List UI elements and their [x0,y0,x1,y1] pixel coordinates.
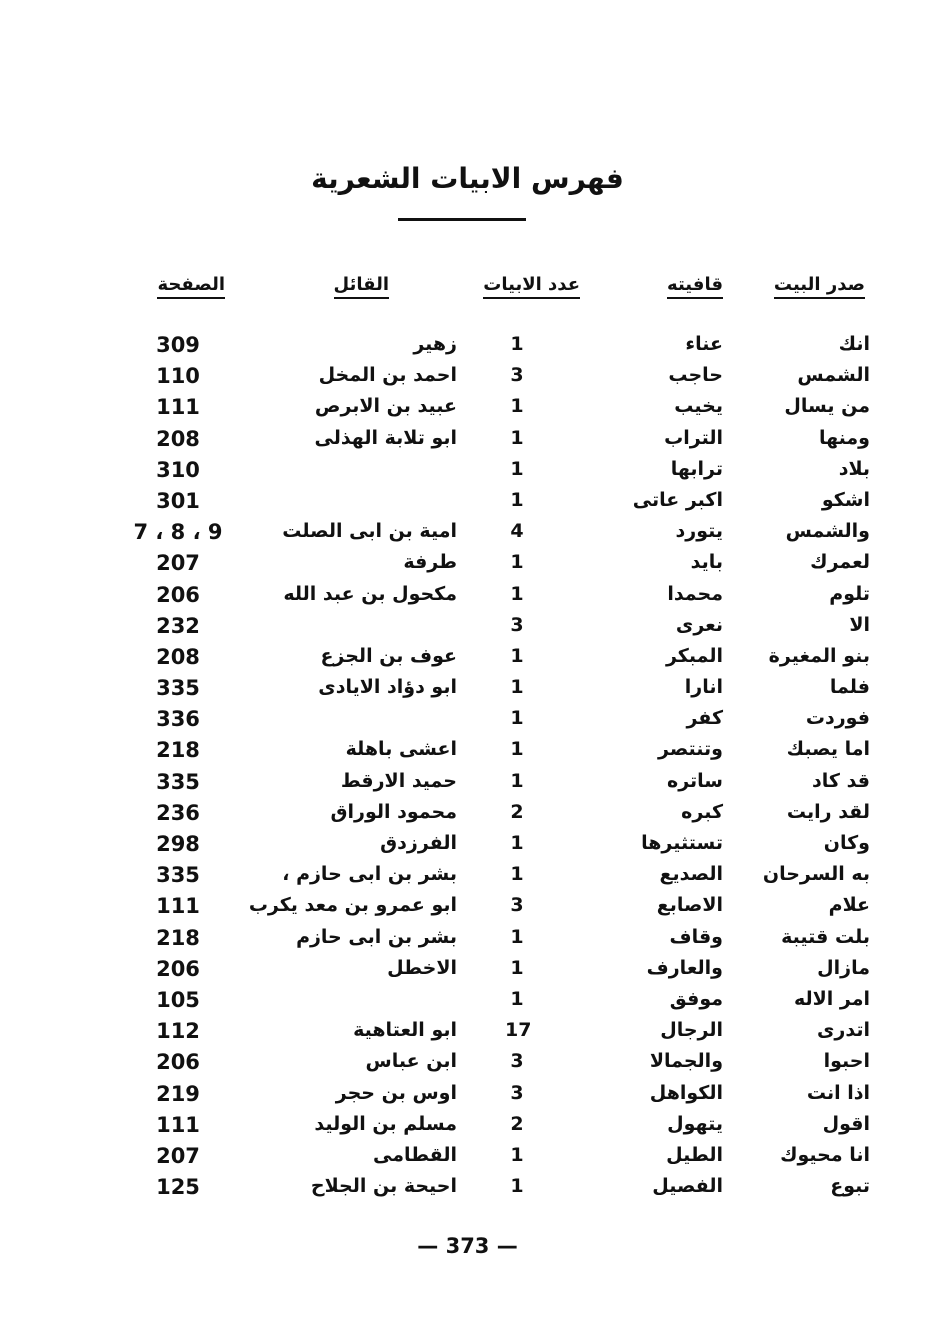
cell-verse-count: 17 [505,1019,532,1042]
table-row [0,455,935,486]
cell-verse-count: 1 [510,395,524,418]
cell-page: 206 [156,956,200,981]
cell-rhyme: يتورد [675,520,723,543]
cell-rhyme: الصديع [659,863,723,886]
cell-first-word: والشمس [785,520,870,543]
cell-rhyme: يخيب [674,395,723,418]
cell-poet: ابو عمرو بن معد يكرب [248,894,457,917]
table-row [0,923,935,954]
cell-rhyme: حاجب [668,364,723,387]
cell-first-word: تلوم [829,582,870,605]
cell-first-word: به السرحان [762,863,870,886]
table-row [0,798,935,829]
cell-verse-count: 1 [510,644,524,667]
cell-verse-count: 1 [510,956,524,979]
cell-first-word: اذا انت [806,1081,870,1104]
header-first-word: صدر البيت [774,274,865,299]
cell-rhyme: ساتره [667,769,723,792]
page-title: فهرس الابيات الشعرية [311,162,624,195]
cell-page: 301 [156,488,200,513]
cell-first-word: فوردت [805,707,870,730]
cell-rhyme: كبره [681,800,723,823]
cell-rhyme: وتنتصر [658,738,723,761]
cell-poet: احيحة بن الجلاح [310,1175,457,1198]
cell-verse-count: 1 [510,488,524,511]
cell-page: 110 [156,364,200,389]
cell-page: 206 [156,582,200,607]
cell-first-word: احبوا [823,1050,870,1073]
cell-first-word: ومنها [818,426,870,449]
table-row [0,642,935,673]
cell-first-word: قد كاد [812,769,870,792]
cell-first-word: مازال [817,956,870,979]
cell-verse-count: 1 [510,707,524,730]
cell-verse-count: 1 [510,333,524,355]
cell-first-word: اشكو [821,488,870,511]
table-row [0,580,935,611]
cell-first-word: انك [838,333,870,355]
cell-first-word: لقد رايت [786,800,870,823]
cell-rhyme: وقاف [669,925,723,948]
cell-first-word: الشمس [797,364,870,387]
cell-rhyme: تستثيرها [641,832,723,854]
cell-poet: ابو دؤاد الايادى [318,676,457,699]
cell-verse-count: 1 [510,769,524,792]
cell-poet: بشر بن ابى حازم ، [282,863,457,886]
cell-page: 236 [156,800,200,825]
cell-verse-count: 1 [510,832,524,854]
cell-first-word: اتدرى [817,1019,870,1042]
table-row [0,829,935,860]
table-row [0,611,935,642]
cell-page: 310 [156,457,200,482]
table-row [0,735,935,766]
cell-page: 207 [156,1143,200,1168]
cell-verse-count: 1 [510,457,524,480]
table-row [0,548,935,579]
cell-rhyme: الكواهل [649,1081,723,1104]
cell-poet: اعشى باهلة [345,738,457,761]
cell-verse-count: 1 [510,551,524,574]
cell-first-word: فلما [829,676,870,699]
table-row [0,392,935,423]
cell-page: 336 [156,707,200,732]
verse-index-table [0,330,935,1203]
cell-verse-count: 3 [510,364,524,387]
table-row [0,361,935,392]
title-underline [398,218,526,221]
cell-page: 218 [156,738,200,763]
cell-rhyme: بايد [690,551,723,574]
cell-verse-count: 3 [510,1081,524,1104]
cell-first-word: تبوع [830,1175,870,1198]
cell-first-word: بلاد [838,457,870,480]
cell-verse-count: 1 [510,925,524,948]
page-number: — 373 — [417,1234,518,1258]
cell-page: 112 [156,1019,200,1044]
cell-poet: ابن عباس [365,1050,457,1073]
cell-poet: حميد الارقط [340,769,457,792]
cell-rhyme: والعارف [646,956,723,979]
cell-page: 111 [156,1112,200,1137]
cell-page: 105 [156,987,200,1012]
cell-poet: عوف بن الجزع [320,644,457,667]
table-row [0,891,935,922]
cell-poet: زهير [413,333,457,355]
cell-poet: محمود الوراق [330,800,457,823]
cell-rhyme: المبكر [665,644,723,667]
table-row [0,486,935,517]
table-row [0,1172,935,1203]
cell-rhyme: والجمالا [649,1050,723,1073]
cell-page: 111 [156,894,200,919]
cell-rhyme: موفق [669,987,723,1010]
table-row [0,673,935,704]
cell-page: 309 [156,333,200,357]
table-row [0,860,935,891]
cell-poet: احمد بن المخل [318,364,457,387]
cell-page: 208 [156,644,200,669]
header-page: الصفحة [157,274,225,299]
cell-rhyme: الاصابع [656,894,723,917]
cell-first-word: من يسال [784,395,870,418]
cell-page: 7 ، 8 ، 9 [133,520,223,545]
cell-first-word: انا محيوك [780,1143,870,1166]
table-row [0,767,935,798]
cell-poet: اوس بن حجر [335,1081,457,1104]
table-row [0,1110,935,1141]
cell-verse-count: 3 [510,894,524,917]
cell-first-word: امر الاله [793,987,870,1010]
cell-rhyme: التراب [664,426,723,449]
cell-poet: ابو تلابة الهذلى [314,426,457,449]
header-poet: القائل [334,274,389,299]
cell-verse-count: 1 [510,863,524,886]
cell-verse-count: 1 [510,1143,524,1166]
cell-verse-count: 1 [510,582,524,605]
cell-rhyme: محمدا [667,582,723,605]
cell-poet: عبيد بن الابرص [314,395,457,418]
cell-rhyme: ترابها [670,457,723,480]
table-row [0,1079,935,1110]
cell-poet: مسلم بن الوليد [314,1112,457,1135]
cell-rhyme: يتهول [667,1112,723,1135]
cell-page: 125 [156,1175,200,1200]
table-row [0,1141,935,1172]
cell-first-word: اقول [822,1112,870,1135]
cell-page: 232 [156,613,200,638]
table-row [0,330,935,361]
cell-verse-count: 1 [510,426,524,449]
cell-verse-count: 3 [510,1050,524,1073]
table-row [0,1047,935,1078]
cell-first-word: بنو المغيرة [768,644,870,667]
cell-first-word: اما يصبك [786,738,870,761]
cell-poet: طرفة [403,551,457,574]
cell-first-word: لعمرك [810,551,870,574]
header-verse-count: عدد الابيات [483,274,580,299]
cell-page: 208 [156,426,200,451]
cell-page: 207 [156,551,200,576]
cell-page: 219 [156,1081,200,1106]
table-row [0,424,935,455]
cell-rhyme: الفصيل [652,1175,723,1198]
cell-rhyme: الطيل [666,1143,723,1166]
table-row [0,704,935,735]
cell-verse-count: 1 [510,676,524,699]
cell-verse-count: 3 [510,613,524,636]
cell-verse-count: 2 [510,800,524,823]
cell-page: 206 [156,1050,200,1075]
cell-first-word: بلت قتيبة [781,925,870,948]
cell-poet: القطامى [373,1143,457,1166]
cell-rhyme: نعرى [675,613,723,636]
table-row [0,954,935,985]
cell-verse-count: 1 [510,738,524,761]
cell-page: 111 [156,395,200,420]
cell-page: 335 [156,676,200,701]
table-row [0,517,935,548]
cell-rhyme: كفر [686,707,723,730]
cell-rhyme: الرجال [660,1019,723,1042]
cell-poet: بشر بن ابى حازم [296,925,457,948]
cell-rhyme: اكبر عاتى [632,488,723,511]
cell-rhyme: انارا [684,676,723,699]
cell-verse-count: 4 [510,520,524,543]
cell-rhyme: عناء [685,333,723,355]
table-row [0,1016,935,1047]
cell-poet: الاخطل [387,956,457,979]
cell-verse-count: 1 [510,987,524,1010]
cell-poet: ابو العتاهية [353,1019,457,1042]
cell-poet: مكحول بن عبد الله [283,582,457,605]
cell-first-word: علام [828,894,870,917]
cell-first-word: وكان [823,832,870,854]
header-rhyme: قافيته [667,274,723,299]
table-header [0,274,935,304]
table-row [0,985,935,1016]
cell-page: 218 [156,925,200,950]
cell-verse-count: 2 [510,1112,524,1135]
cell-poet: امية بن ابى الصلت [282,520,457,543]
cell-first-word: الا [849,613,870,636]
cell-verse-count: 1 [510,1175,524,1198]
cell-page: 335 [156,863,200,888]
cell-poet: الفرزدق [380,832,457,854]
cell-page: 298 [156,832,200,856]
cell-page: 335 [156,769,200,794]
